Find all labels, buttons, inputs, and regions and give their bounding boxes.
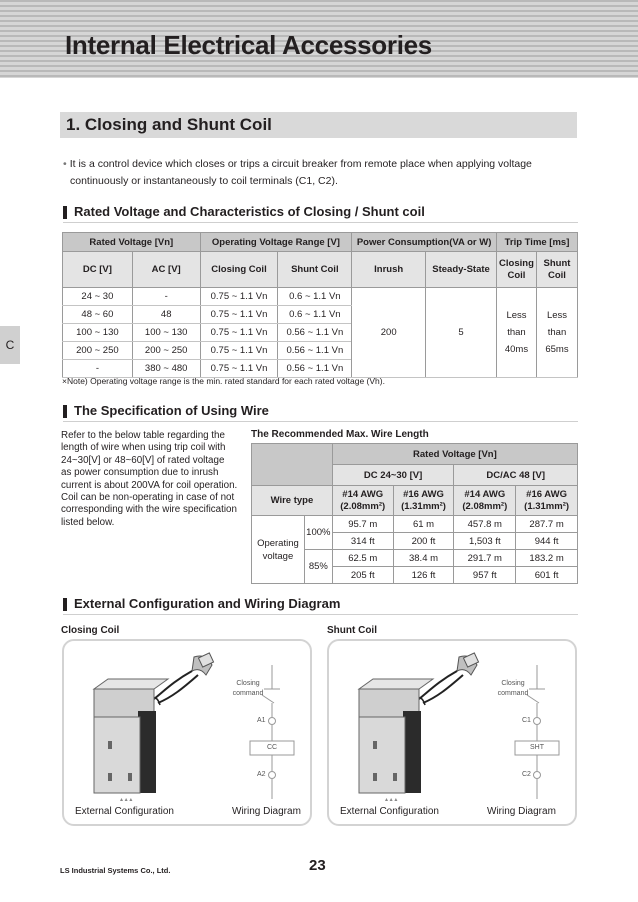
desc-line: listed below. (61, 516, 115, 528)
table-row (63, 288, 578, 306)
desc-line: current is about 200VA for coil operation. (61, 479, 238, 491)
table-cell: 200 ~ 250 (132, 342, 200, 360)
table-cell: 0.56 ~ 1.1 Vn (278, 324, 352, 342)
th-trip-shunt: Shunt Coil (536, 252, 577, 288)
desc-line: length of wire when using trip coil with (61, 442, 226, 454)
awg-size: (2.08mm²) (340, 500, 386, 512)
th-wire-type: Wire type (252, 486, 333, 516)
desc-line: 24~30[V] or 48~60[V] of rated voltage (61, 454, 225, 466)
th-awg (454, 486, 516, 516)
caption-external: External Configuration (75, 806, 174, 817)
table-cell: 0.75 ~ 1.1 Vn (200, 324, 278, 342)
awg-gauge: #14 AWG (464, 488, 506, 500)
closing-coil-label: Closing Coil (61, 625, 120, 636)
table-cell: 126 ft (393, 567, 454, 584)
desc-line: corresponding with the wire specification (61, 504, 237, 516)
table-cell: 0.6 ~ 1.1 Vn (278, 306, 352, 324)
table-cell: 183.2 m (516, 550, 578, 567)
trip-text: Less (546, 310, 568, 321)
th-steady-state: Steady-State (426, 252, 497, 288)
table-row (252, 516, 578, 533)
config-heading-text: External Configuration and Wiring Diagram (74, 596, 341, 611)
table-cell: 314 ft (332, 533, 393, 550)
wire-spec-heading-text: The Specification of Using Wire (74, 403, 269, 418)
blank-header (252, 444, 333, 486)
rated-voltage-table (62, 232, 578, 378)
table-cell: 24 ~ 30 (63, 288, 133, 306)
shunt-coil-panel (327, 639, 577, 826)
th-rated-voltage: Rated Voltage [Vn] (332, 444, 577, 465)
table-cell: 61 m (393, 516, 454, 533)
bullet-icon: • (63, 158, 67, 170)
table-cell: 48 ~ 60 (63, 306, 133, 324)
command-text: command (232, 690, 264, 697)
closing-coil-graphic (64, 641, 314, 828)
desc-line: as power consumption due to inrush (61, 467, 219, 479)
th-dc: DC [V] (63, 252, 133, 288)
coil-symbol: CC (266, 744, 278, 751)
wire-table-caption: The Recommended Max. Wire Length (251, 429, 429, 440)
awg-size: (1.31mm²) (401, 500, 446, 512)
table-cell: 200 ft (393, 533, 454, 550)
caption-external: External Configuration (340, 806, 439, 817)
awg-size: (1.31mm²) (524, 500, 570, 512)
intro-paragraph (63, 156, 583, 190)
trip-text: Less (506, 310, 527, 321)
operating-voltage-label (252, 516, 305, 584)
table-cell: 0.75 ~ 1.1 Vn (200, 306, 278, 324)
op-text: Operating (257, 537, 299, 549)
table-cell: - (132, 288, 200, 306)
command-text: Closing (501, 680, 525, 687)
table-cell: 291.7 m (454, 550, 516, 567)
command-text: Closing (236, 680, 260, 687)
table-cell: 0.6 ~ 1.1 Vn (278, 288, 352, 306)
th-awg (516, 486, 578, 516)
table-cell: 287.7 m (516, 516, 578, 533)
trip-text: 65ms (545, 344, 569, 355)
desc-line: Coil can be non-operating in case of not (61, 492, 235, 504)
terminal-c2: C2 (522, 771, 531, 778)
table-cell: 0.56 ~ 1.1 Vn (278, 342, 352, 360)
desc-line: Refer to the below table regarding the (61, 430, 225, 441)
table-cell: 100 ~ 130 (132, 324, 200, 342)
heading-marker (63, 598, 67, 611)
table-cell: 0.75 ~ 1.1 Vn (200, 288, 278, 306)
closing-coil-panel (62, 639, 312, 826)
shunt-coil-graphic (329, 641, 579, 828)
th-closing-coil: Closing Coil (200, 252, 278, 288)
table-cell: 957 ft (454, 567, 516, 584)
steady-state-value: 5 (426, 288, 497, 378)
wire-description (61, 430, 241, 529)
th-trip-closing: Closing Coil (496, 252, 536, 288)
table-cell: 0.75 ~ 1.1 Vn (200, 342, 278, 360)
trip-text: 40ms (504, 344, 529, 355)
caption-wiring: Wiring Diagram (232, 806, 301, 817)
shunt-trip-time (536, 288, 577, 378)
table-cell: 944 ft (516, 533, 578, 550)
table-cell: 0.75 ~ 1.1 Vn (200, 360, 278, 378)
awg-gauge: #14 AWG (342, 488, 384, 500)
th-rated-voltage: Rated Voltage [Vn] (63, 233, 201, 252)
table-cell: 100 ~ 130 (63, 324, 133, 342)
inrush-value: 200 (352, 288, 426, 378)
table-cell: 205 ft (332, 567, 393, 584)
side-tab: C (0, 326, 20, 364)
op-text: voltage (262, 550, 294, 562)
table-cell: - (63, 360, 133, 378)
table-cell: 457.8 m (454, 516, 516, 533)
table-cell: 380 ~ 480 (132, 360, 200, 378)
svg-text:▴ ▴ ▴: ▴ ▴ ▴ (385, 797, 398, 803)
closing-trip-time (496, 288, 536, 378)
pct-85: 85% (304, 550, 332, 584)
rated-voltage-heading-text: Rated Voltage and Characteristics of Closing / Shunt coil (74, 204, 425, 219)
table-note: ×Note) Operating voltage range is the min. rated standard for each rated voltage (Vh). (62, 376, 385, 386)
command-text: command (497, 690, 529, 697)
heading-marker (63, 405, 67, 418)
page-title: Internal Electrical Accessories (65, 30, 432, 60)
awg-size: (2.08mm²) (462, 500, 508, 512)
section-title: 1. Closing and Shunt Coil (66, 115, 272, 134)
th-trip-time: Trip Time [ms] (496, 233, 577, 252)
table-cell: 601 ft (516, 567, 578, 584)
section-header (60, 112, 577, 138)
shunt-coil-label: Shunt Coil (327, 625, 377, 636)
awg-gauge: #16 AWG (526, 488, 568, 500)
config-heading (63, 597, 578, 615)
pct-100: 100% (304, 516, 332, 550)
table-cell: 38.4 m (393, 550, 454, 567)
intro-line-1: It is a control device which closes or trips a circuit breaker from remote place when applying voltage (69, 158, 532, 170)
heading-marker (63, 206, 67, 219)
th-awg (332, 486, 393, 516)
th-power-consumption: Power Consumption(VA or W) (352, 233, 497, 252)
footer-company: LS Industrial Systems Co., Ltd. (60, 866, 171, 875)
table-cell: 62.5 m (332, 550, 393, 567)
page-number: 23 (309, 857, 326, 874)
rated-voltage-heading (63, 205, 578, 223)
svg-text:▴ ▴ ▴: ▴ ▴ ▴ (120, 797, 133, 803)
wire-spec-heading (63, 404, 578, 422)
th-inrush: Inrush (352, 252, 426, 288)
table-cell: 1,503 ft (454, 533, 516, 550)
th-ac: AC [V] (132, 252, 200, 288)
terminal-a1: A1 (257, 717, 266, 724)
th-ac-group: DC/AC 48 [V] (454, 465, 578, 486)
intro-line-2: continuously or instantaneously to coil terminals (C1, C2). (70, 175, 338, 187)
terminal-a2: A2 (257, 771, 266, 778)
coil-device-icon (359, 653, 479, 803)
table-cell: 200 ~ 250 (63, 342, 133, 360)
table-cell: 95.7 m (332, 516, 393, 533)
command-label (221, 679, 275, 699)
terminal-c1: C1 (522, 717, 531, 724)
trip-text: than (507, 327, 526, 338)
trip-text: than (547, 327, 567, 338)
table-cell: 0.56 ~ 1.1 Vn (278, 360, 352, 378)
th-shunt-coil: Shunt Coil (278, 252, 352, 288)
coil-symbol: SHT (530, 744, 544, 751)
table-cell: 48 (132, 306, 200, 324)
awg-gauge: #16 AWG (403, 488, 444, 500)
coil-device-icon (94, 653, 214, 803)
caption-wiring: Wiring Diagram (487, 806, 556, 817)
command-label (486, 679, 540, 699)
wire-length-table (251, 443, 578, 584)
th-awg (393, 486, 454, 516)
th-operating-range: Operating Voltage Range [V] (200, 233, 352, 252)
th-dc-group: DC 24~30 [V] (332, 465, 454, 486)
